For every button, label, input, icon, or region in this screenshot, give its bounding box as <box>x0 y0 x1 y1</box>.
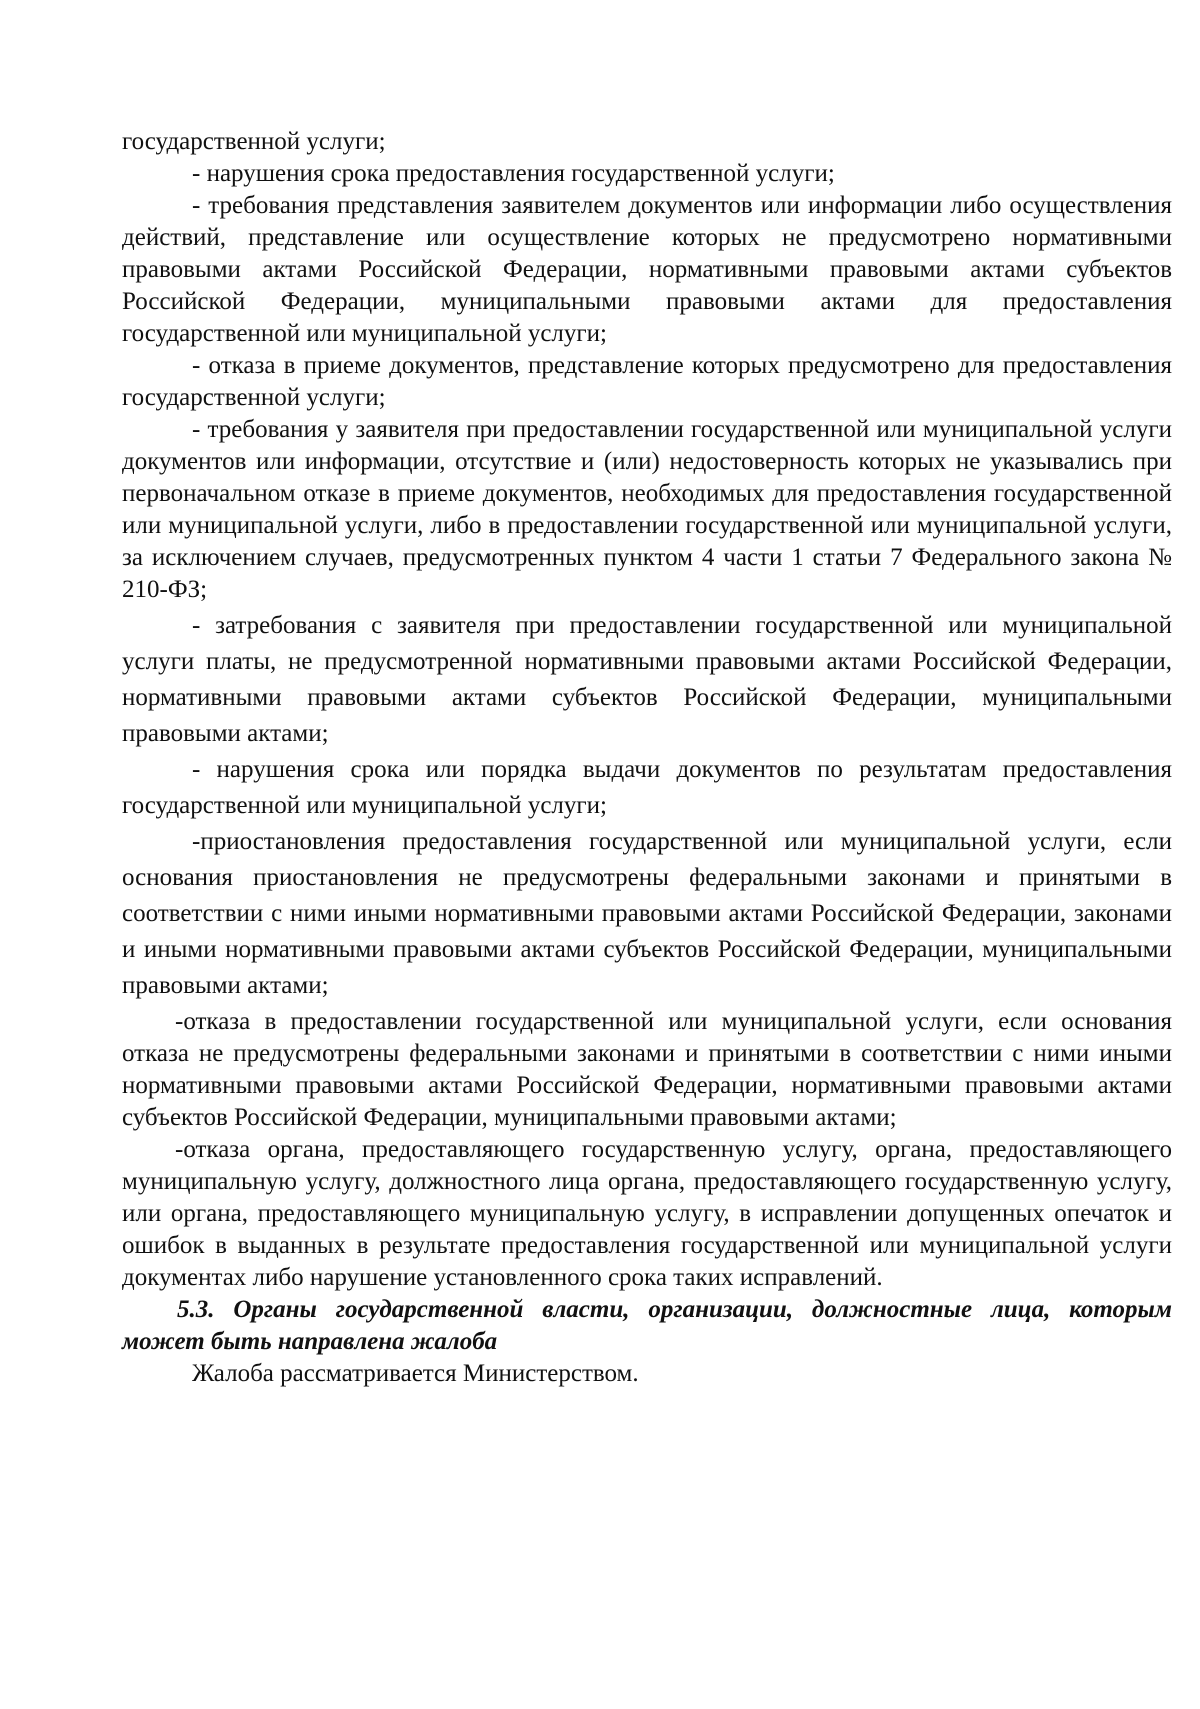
text-block-middle <box>122 608 1172 1004</box>
section-heading: 5.3. Органы государственной власти, организации, должностные лица, которым может быть направлена жалоба <box>122 1296 1172 1355</box>
list-item-missing-documents: - требования у заявителя при предоставлении государственной или муниципальной услуги документов или информации, отсутствие и (или) недостоверность которых не указывались при первоначальном отказе в приеме документов, необходимых для предоставления государственной или муниципальной услуги, либо в предоставлении государственной или муниципальной услуги, за исключением случаев, предусмотренных пунктом 4 части 1 статьи 7 Федерального закона № 210-ФЗ; <box>122 416 1172 603</box>
text-block-lower <box>122 1006 1172 1390</box>
list-item-suspension: -приостановления предоставления государственной или муниципальной услуги, если основания приостановления не предусмотрены федеральными законами и принятыми в соответствии с ними иными нормативными правовыми актами Российской Федерации, законами и иными нормативными правовыми актами субъектов Российской Федерации, муниципальными правовыми актами; <box>122 828 1172 999</box>
list-item-correction-refusal: -отказа органа, предоставляющего государственную услугу, органа, предоставляющего муниципальную услугу, должностного лица органа, предоставляющего государственную услугу, или органа, предоставляющего муниципальную услугу, в исправлении допущенных опечаток и ошибок в выданных в результате предоставления государственной или муниципальной услуги документах либо нарушение установленного срока таких исправлений. <box>122 1136 1172 1291</box>
final-paragraph: Жалоба рассматривается Министерством. <box>192 1360 639 1387</box>
list-item-document-refusal: - отказа в приеме документов, представление которых предусмотрено для предоставления государственной услуги; <box>122 352 1172 411</box>
text-block-upper <box>122 126 1172 606</box>
document-page <box>122 126 1172 1390</box>
list-item-fee-demand: - затребования с заявителя при предоставлении государственной или муниципальной услуги платы, не предусмотренной нормативными правовыми актами Российской Федерации, нормативными правовыми актами субъектов Российской Федерации, муниципальными правовыми актами; <box>122 612 1172 747</box>
paragraph-continuation: государственной услуги; <box>122 128 386 155</box>
list-item-issuance-violation: - нарушения срока или порядка выдачи документов по результатам предоставления государственной или муниципальной услуги; <box>122 756 1172 819</box>
list-item-service-refusal: -отказа в предоставлении государственной или муниципальной услуги, если основания отказа не предусмотрены федеральными законами и принятыми в соответствии с ними иными нормативными правовыми актами Российской Федерации, нормативными правовыми актами субъектов Российской Федерации, муниципальными правовыми актами; <box>122 1008 1172 1131</box>
list-item-extra-documents: - требования представления заявителем документов или информации либо осуществления действий, представление или осуществление которых не предусмотрено нормативными правовыми актами Российской Федерации, нормативными правовыми актами субъектов Российской Федерации, муниципальными правовыми актами для предоставления государственной или муниципальной услуги; <box>122 192 1172 347</box>
list-item-deadline-violation: - нарушения срока предоставления государственной услуги; <box>192 160 835 187</box>
